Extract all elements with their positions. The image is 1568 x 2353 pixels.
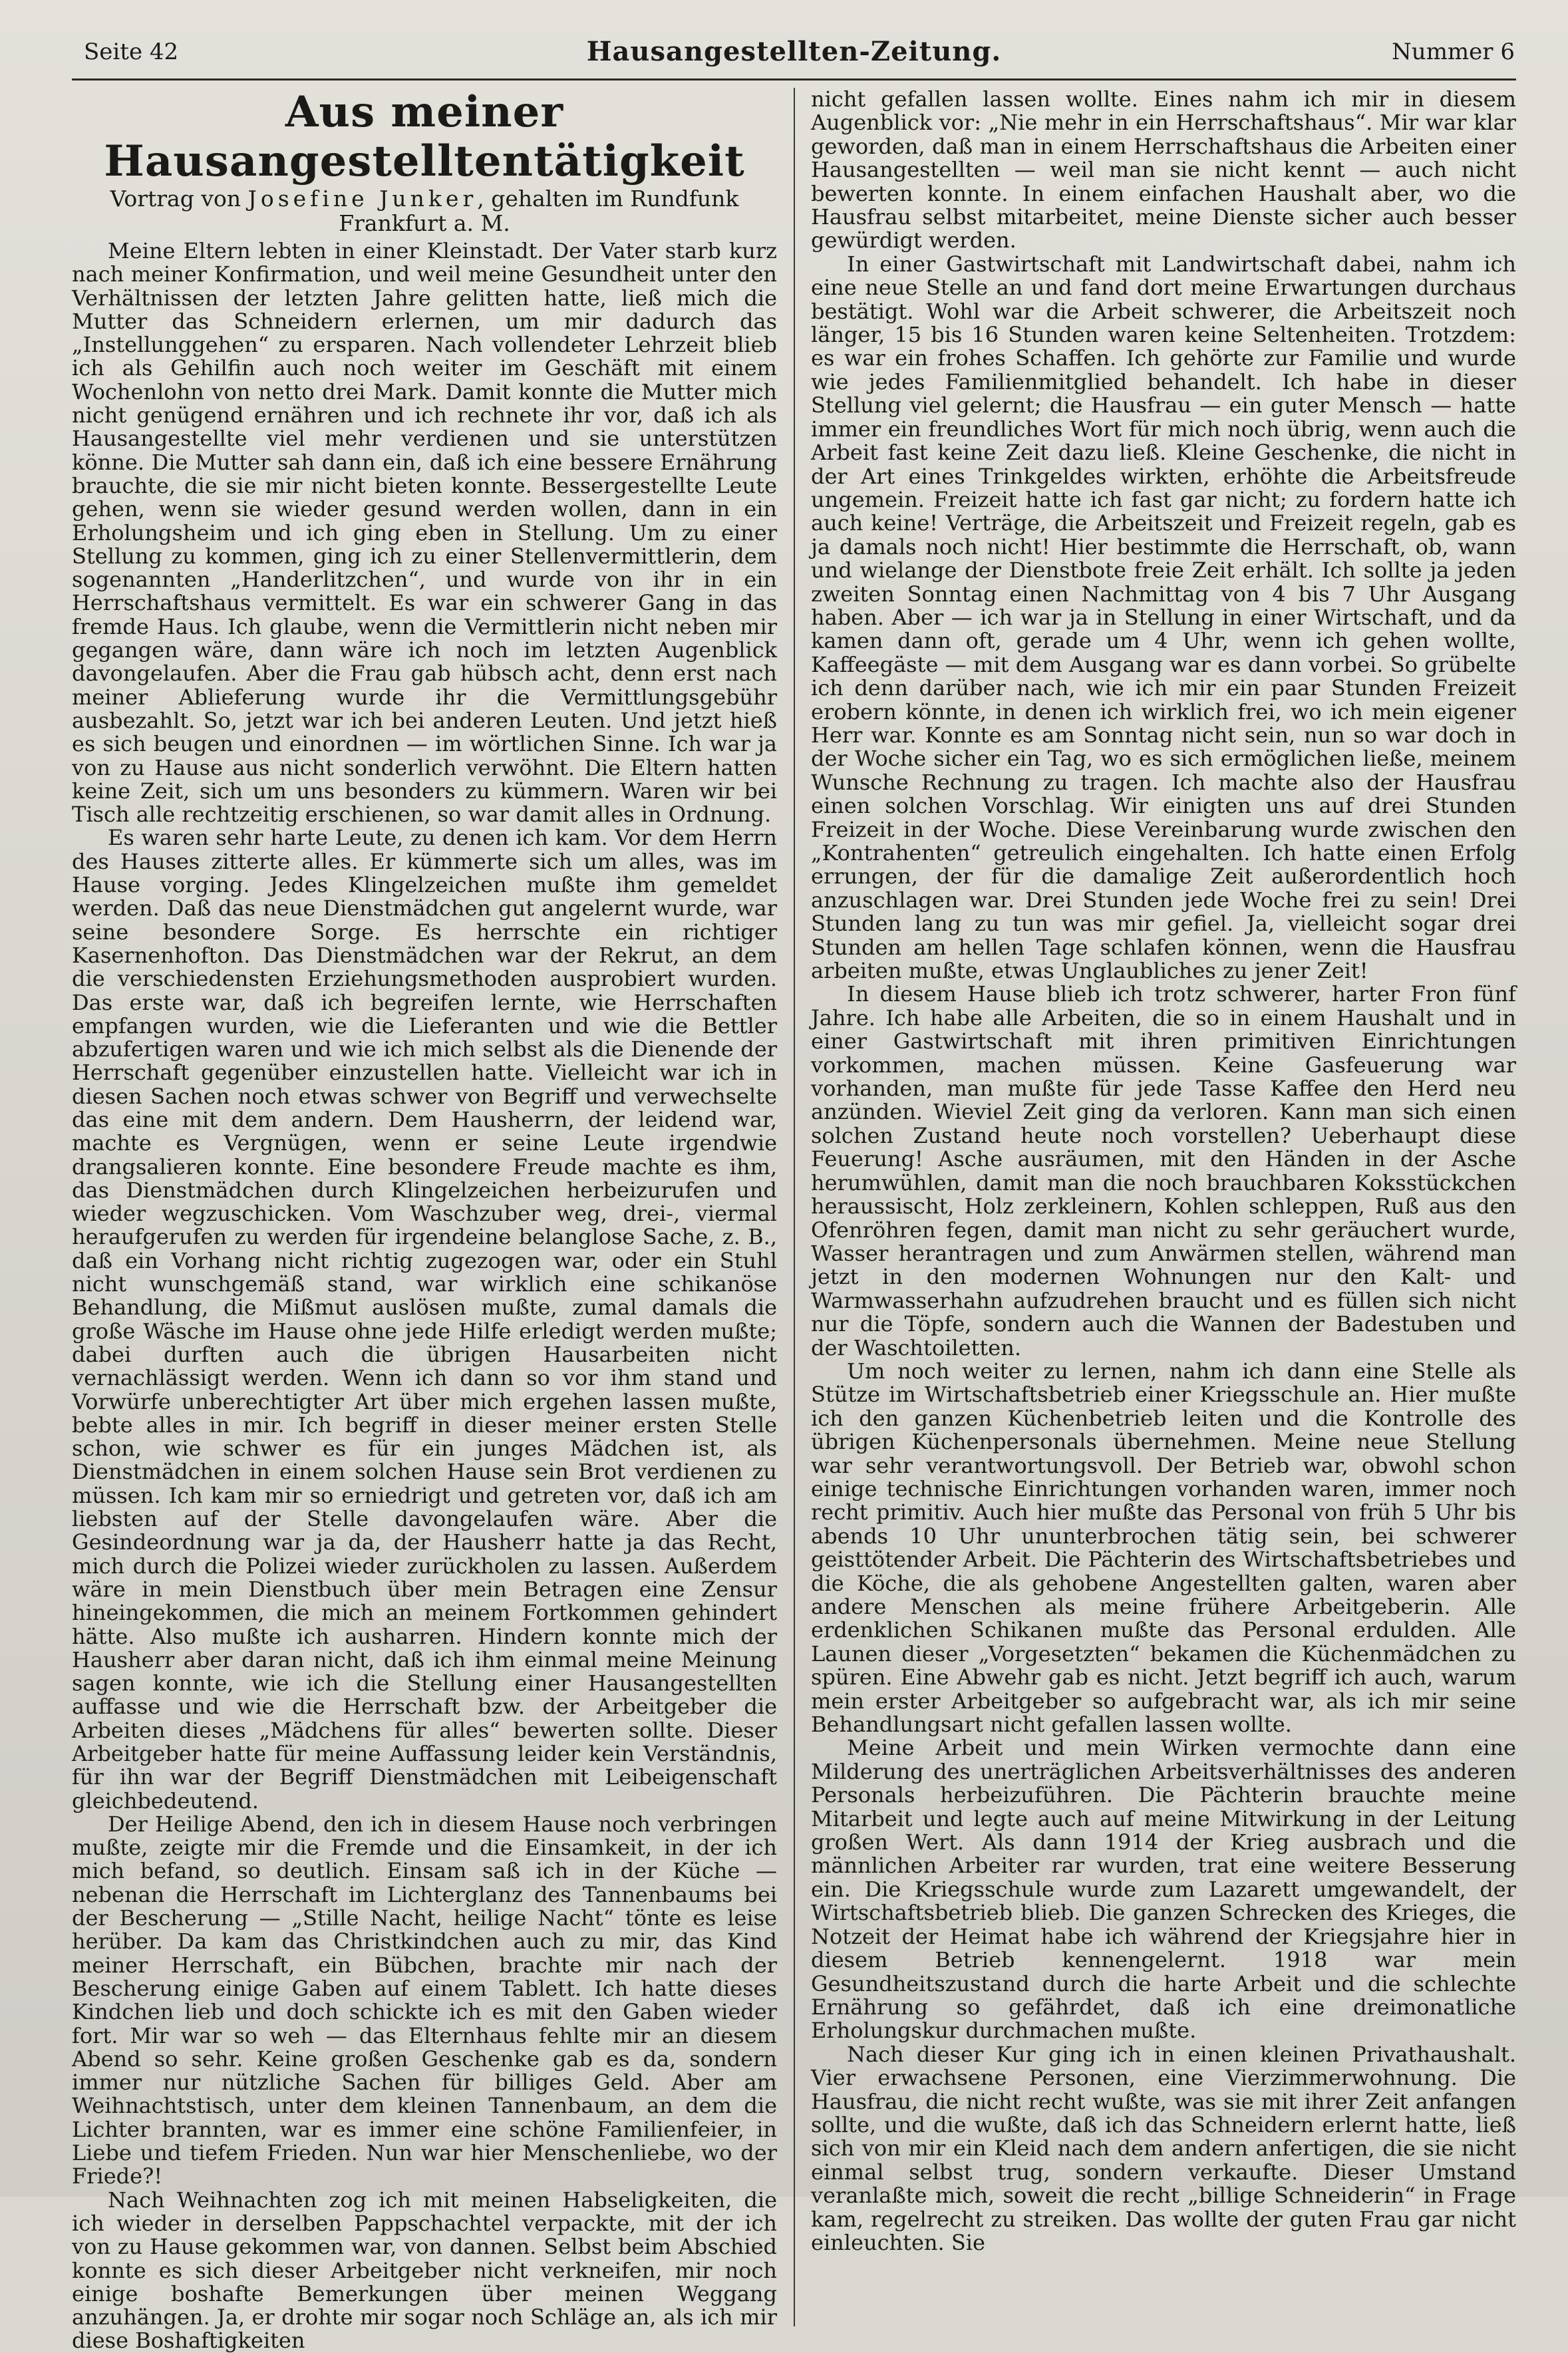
byline-author: Josefine Junker [247, 186, 478, 212]
column-divider [794, 88, 795, 2326]
paragraph: In einer Gastwirtschaft mit Landwirtschaft dabei, nahm ich eine neue Stelle an und fand dort meine Erwartungen durchaus bestätigt. Wohl war die Arbeit schwerer, die Arbeitszeit noch länger, 15 bis 16 Stunden waren keine Seltenheiten. Trotzdem: es war ein frohes Schaffen. Ich gehörte zur Familie und wurde wie jedes Familienmitglied behandelt. Ich habe in dieser Stellung viel gelernt; die Hausfrau — ein guter Mensch — hatte immer ein freundliches Wort für mich noch übrig, wenn auch die Arbeit fast keine Zeit dazu ließ. Kleine Geschenke, die nicht in der Art eines Trinkgeldes wirkten, erhöhte die Arbeitsfreude ungemein. Freizeit hatte ich fast gar nicht; zu fordern hatte ich auch keine! Verträge, die Arbeitszeit und Freizeit regeln, gab es ja damals noch nicht! Hier bestimmte die Herrschaft, ob, wann und wielange der Dienstbote freie Zeit erhält. Ich sollte ja jeden zweiten Sonntag einen Nachmittag von 4 bis 7 Uhr Ausgang haben. Aber — ich war ja in Stellung in einer Wirtschaft, und da kamen dann oft, gerade um 4 Uhr, wenn ich gehen wollte, Kaffeegäste — mit dem Ausgang war es dann vorbei. So grübelte ich denn darüber nach, wie ich mir ein paar Stunden Freizeit erobern könnte, in denen ich wirklich frei, wo ich mein eigener Herr war. Konnte es am Sonntag nicht sein, nun so war doch in der Woche sicher ein Tag, wo es sich ermöglichen ließe, meinem Wunsche Rechnung zu tragen. Ich machte also der Hausfrau einen solchen Vorschlag. Wir einigten uns auf drei Stunden Freizeit in der Woche. Diese Vereinbarung wurde zwischen den „Kontrahenten“ getreulich eingehalten. Ich hatte einen Erfolg errungen, der für die damalige Zeit außerordentlich hoch anzuschlagen war. Drei Stunden jede Woche frei zu sein! Drei Stunden lang zu tun was mir gefiel. Ja, vielleicht sogar drei Stunden am hellen Tage schlafen können, wenn die Hausfrau arbeiten mußte, etwas Unglaubliches zu jener Zeit! [811, 251, 1516, 984]
issue-number: Nummer 6 [1392, 39, 1515, 65]
newspaper-title: Hausangestellten-Zeitung. [586, 36, 1002, 67]
paragraph: Meine Eltern lebten in einer Kleinstadt. Der Vater starb kurz nach meiner Konfirmation, und weil meine Gesundheit unter den Verhältnissen der letzten Jahre gelitten hatte, ließ mich die Mutter das Schneidern erlernen, um mir dadurch das „Instellunggehen“ zu ersparen. Nach vollendeter Lehrzeit blieb ich als Gehilfin auch noch weiter im Geschäft mit einem Wochenlohn von netto drei Mark. Damit konnte die Mutter mich nicht genügend ernähren und ich rechnete ihr vor, daß ich als Hausangestellte viel mehr verdienen und sie unterstützen könne. Die Mutter sah dann ein, daß ich eine bessere Ernährung brauchte, die sie mir nicht bieten konnte. Bessergestellte Leute gehen, wenn sie wieder gesund werden wollen, dann in ein Erholungsheim und ich ging eben in Stellung. Um zu einer Stellung zu kommen, ging ich zu einer Stellenvermittlerin, dem sogenannten „Handerlitzchen“, und wurde von ihr in ein Herrschaftshaus vermittelt. Es war ein schwerer Gang in das fremde Haus. Ich glaube, wenn die Vermittlerin nicht neben mir gegangen wäre, dann wäre ich noch im letzten Augenblick davongelaufen. Aber die Frau gab hübsch acht, denn erst nach meiner Ablieferung wurde ihr die Vermittlungsgebühr ausbezahlt. So, jetzt war ich bei anderen Leuten. Und jetzt hieß es sich beugen und einordnen — im wörtlichen Sinne. Ich war ja von zu Hause aus nicht sonderlich verwöhnt. Die Eltern hatten keine Zeit, sich um uns besonders zu kümmern. Waren wir bei Tisch alle rechtzeitig erschienen, so war damit alles in Ordnung. [72, 238, 777, 828]
paragraph: Meine Arbeit und mein Wirken vermochte dann eine Milderung des unerträglichen Arbeitsverhältnisses des anderen Personals herbeizuführen. Die Pächterin brauchte meine Mitarbeit und legte auch auf meine Mitwirkung in der Leitung großen Wert. Als dann 1914 der Krieg ausbrach und die männlichen Arbeiter rar wurden, trat eine weitere Besserung ein. Die Kriegsschule wurde zum Lazarett umgewandelt, der Wirtschaftsbetrieb blieb. Die ganzen Schrecken des Krieges, die Notzeit der Heimat habe ich während der Kriegsjahre hier in diesem Betrieb kennengelernt. 1918 war mein Gesundheitszustand durch die harte Arbeit und die schlechte Ernährung so gefährdet, daß ich eine dreimonatliche Erholungskur durchmachen mußte. [811, 1735, 1516, 2044]
right-column [811, 88, 1516, 2326]
paragraph: In diesem Hause blieb ich trotz schwerer, harter Fron fünf Jahre. Ich habe alle Arbeiten, die so in einem Haushalt und in einer Gastwirtschaft mit ihren primitiven Einrichtungen vorkommen, machen müssen. Keine Gasfeuerung war vorhanden, man mußte für jede Tasse Kaffee den Herd neu anzünden. Wieviel Zeit ging da verloren. Kann man sich einen solchen Zustand heute noch vorstellen? Ueberhaupt diese Feuerung! Asche ausräumen, mit den Händen in der Asche herumwühlen, damit man die noch brauchbaren Koksstückchen heraussischt, Holz zerkleinern, Kohlen schleppen, Ruß aus den Ofenröhren fegen, damit man nicht zu sehr geräuchert wurde, Wasser herantragen und zum Anwärmen stellen, während man jetzt in den modernen Wohnungen nur den Kalt- und Warmwasserhahn aufzudrehen braucht und es füllen sich nicht nur die Töpfe, sondern auch die Wannen der Badestuben und der Waschtoiletten. [811, 981, 1516, 1360]
paragraph-continued: nicht gefallen lassen wollte. Eines nahm ich mir in diesem Augenblick vor: „Nie mehr in ein Herrschaftshaus“. Mir war klar geworden, daß man in einem Herrschaftshaus die Arbeiten einer Hausangestellten — weil man sie nicht kennt — auch nicht bewerten konnte. In einem einfachen Haushalt aber, wo die Hausfrau selbst mitarbeitet, meine Dienste sicher auch besser gewürdigt werden. [811, 86, 1516, 253]
page-header [72, 35, 1516, 80]
article-columns [72, 86, 1516, 2353]
paragraph: Der Heilige Abend, den ich in diesem Hause noch verbringen mußte, zeigte mir die Fremde und die Einsamkeit, in der ich mich befand, so deutlich. Einsam saß ich in der Küche — nebenan die Herrschaft im Lichterglanz des Tannenbaums bei der Bescherung — „Stille Nacht, heilige Nacht“ tönte es leise herüber. Da kam das Christkindchen auch zu mir, das Kind meiner Herrschaft, ein Bübchen, brachte mir nach der Bescherung einige Gaben auf einem Tablett. Ich hatte dieses Kindchen lieb und doch schickte ich es mit den Gaben wieder fort. Mir war so weh — das Elternhaus fehlte mir an diesem Abend so sehr. Keine großen Geschenke gab es da, sondern immer nur nützliche Sachen für billiges Geld. Aber am Weihnachtstisch, unter dem kleinen Tannenbaum, an dem die Lichter brannten, war es immer eine schöne Familienfeier, in Liebe und tiefem Frieden. Nun war hier Menschenliebe, wo der Friede?! [72, 1811, 777, 2189]
article-title: Aus meiner Hausangestelltentätigkeit [104, 87, 745, 186]
page-number: Seite 42 [84, 39, 179, 65]
paragraph: Um noch weiter zu lernen, nahm ich dann eine Stelle als Stütze im Wirtschaftsbetrieb einer Kriegsschule an. Hier mußte ich den ganzen Küchenbetrieb leiten und die Kontrolle des übrigen Küchenpersonals übernehmen. Meine neue Stellung war sehr verantwortungsvoll. Der Betrieb war, obwohl schon einige technische Einrichtungen vorhanden waren, immer noch recht primitiv. Auch hier mußte das Personal von früh 5 Uhr bis abends 10 Uhr ununterbrochen tätig sein, bei schwerer geisttötender Arbeit. Die Pächterin des Wirtschaftsbetriebes und die Köche, die als gehobene Angestellten galten, waren aber andere Menschen als meine frühere Arbeitgeberin. Alle erdenklichen Schikanen mußte das Personal erdulden. Alle Launen dieser „Vorgesetzten“ bekamen die Küchenmädchen zu spüren. Eine Abwehr gab es nicht. Jetzt begriff ich auch, warum mein erster Arbeitgeber so aufgebracht war, als ich mir seine Behandlungsart nicht gefallen lassen wollte. [811, 1358, 1516, 1738]
byline-suffix: , gehalten im Rundfunk Frankfurt a. M. [339, 186, 739, 236]
paragraph: Es waren sehr harte Leute, zu denen ich kam. Vor dem Herrn des Hauses zitterte alles. Er kümmerte sich um alles, was im Hause vorging. Jedes Klingelzeichen mußte ihm gemeldet werden. Daß das neue Dienstmädchen gut angelernt wurde, war seine besondere Sorge. Es herrschte ein richtiger Kasernenhofton. Das Dienstmädchen war der Rekrut, an dem die verschiedensten Erziehungsmethoden ausprobiert wurden. Das erste war, daß ich begreifen lernte, wie Herrschaften empfangen wurden, wie die Lieferanten und wie die Bettler abzufertigen waren und wie ich mich selbst als die Dienende der Herrschaft gegenüber einzustellen hatte. Vielleicht war ich in diesen Sachen noch etwas schwer von Begriff und verwechselte das eine mit dem andern. Dem Hausherrn, der leidend war, machte es Vergnügen, wenn er seine Leute irgendwie drangsalieren konnte. Eine besondere Freude machte es ihm, das Dienstmädchen durch Klingelzeichen herbeizurufen und wieder wegzuschicken. Vom Waschzuber weg, drei-, viermal heraufgerufen zu werden für irgendeine belanglose Sache, z. B., daß ein Vorhang nicht richtig zugezogen war, oder ein Stuhl nicht wunschgemäß stand, war wirklich eine schikanöse Behandlung, die Mißmut auslösen mußte, zumal damals die große Wäsche im Hause ohne jede Hilfe erledigt werden mußte; dabei durften auch die übrigen Hausarbeiten nicht vernachlässigt werden. Wenn ich dann so vor ihm stand und Vorwürfe unberechtigter Art über mich ergehen lassen mußte, bebte alles in mir. Ich begriff in dieser meiner ersten Stelle schon, wie schwer es für ein junges Mädchen ist, als Dienstmädchen in einem solchen Hause sein Brot verdienen zu müssen. Ich kam mir so erniedrigt und getreten vor, daß ich am liebsten auf der Stelle davongelaufen wäre. Aber die Gesindeordnung war ja da, der Hausherr hatte ja das Recht, mich durch die Polizei wieder zurückholen zu lassen. Außerdem wäre in mein Dienstbuch über mein Betragen eine Zensur hineingekommen, die mich an meinem Fortkommen gehindert hätte. Also mußte ich ausharren. Hindern konnte mich der Hausherr aber daran nicht, daß ich ihm einmal meine Meinung sagen konnte, wie ich die Stellung einer Hausangestellten auffasse und wie die Herrschaft bzw. der Arbeitgeber die Arbeiten dieses „Mädchens für alles“ bewerten sollte. Dieser Arbeitgeber hatte für meine Auffassung leider kein Verständnis, für ihn war der Begriff Dienstmädchen mit Leibeigenschaft gleichbedeutend. [72, 825, 777, 1813]
left-column [72, 87, 777, 2353]
paragraph: Nach Weihnachten zog ich mit meinen Habseligkeiten, die ich wieder in derselben Pappschachtel verpackte, mit der ich von zu Hause gekommen war, von dannen. Selbst beim Abschied konnte es sich dieser Arbeitgeber nicht verkneifen, mir noch einige boshafte Bemerkungen über meinen Weggang anzuhängen. Ja, er drohte mir sogar noch Schläge an, als ich mir diese Boshaftigkeiten [72, 2187, 777, 2353]
byline-prefix: Vortrag von [110, 186, 248, 212]
paragraph: Nach dieser Kur ging ich in einen kleinen Privathaushalt. Vier erwachsene Personen, eine Vierzimmerwohnung. Die Hausfrau, die nicht recht wußte, was sie mit ihrer Zeit anfangen sollte, und die wußte, daß ich das Schneidern erlernt hatte, ließ sich von mir ein Kleid nach dem andern anfertigen, die sie nicht einmal selbst trug, sondern verkaufte. Dieser Umstand veranlaßte mich, soweit die recht „billige Schneiderin“ in Frage kam, regelrecht zu streiken. Das wollte der guten Frau gar nicht einleuchten. Sie [811, 2041, 1516, 2255]
article-byline [72, 186, 777, 235]
